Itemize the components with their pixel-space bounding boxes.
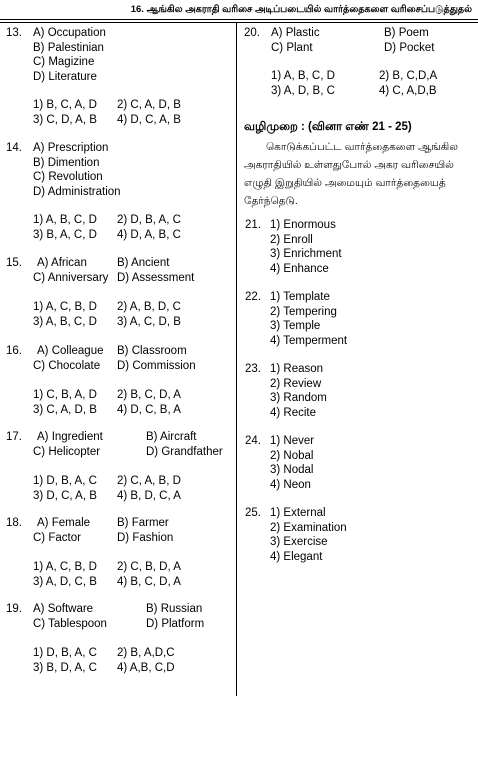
question-number: 14. (6, 142, 22, 154)
answer-choice: 4) C, A,D,B (379, 85, 437, 97)
option-text: D) Commission (117, 360, 196, 372)
option-text: C) Tablespoon (33, 618, 107, 630)
answer-choice: 3) A, C, D, B (117, 316, 181, 328)
answer-choice: 3) Random (270, 392, 327, 405)
answer-choice: 4) D, C, B, A (117, 404, 181, 416)
answer-choice: 2) B, C,D,A (379, 70, 438, 82)
answer-choice: 2) A, B, D, C (117, 301, 181, 313)
answer-choice: 3) Exercise (270, 536, 328, 549)
instructions-text: கொடுக்கப்பட்ட வார்த்தைகளை ஆங்கில அகராதியில் உள்ளதுபோல் அகர வரிசையில் எழுதி இறுதியில் அமையும் வார்த்தையைத் தேர்ந்தெடு. (244, 141, 458, 207)
answer-choice: 1) A, B, C, D (271, 70, 335, 82)
option-text: C) Plant (271, 42, 313, 54)
option-text: B) Russian (146, 603, 203, 615)
question-number: 25. (245, 507, 261, 519)
option-text: A) Colleague (37, 345, 104, 357)
header-rule-top (0, 19, 478, 20)
answer-choice: 1) Template (270, 291, 330, 303)
answer-choice: 3) B, D, A, C (33, 662, 97, 674)
answer-choice: 2) Examination (270, 521, 347, 534)
page-header (0, 2, 478, 18)
answer-choice: 3) B, A, C, D (33, 228, 97, 241)
answer-choice: 1) A, C, B, D (33, 301, 97, 313)
option-text: C) Anniversary (33, 272, 109, 284)
answer-choice: 4) D, A, B, C (117, 228, 181, 241)
question-number: 18. (6, 517, 22, 529)
header-rule-bottom (0, 22, 478, 23)
answer-choice: 4) B, C, D, A (117, 576, 181, 588)
answer-choice: 4) B, D, C, A (117, 490, 181, 502)
question-number: 22. (245, 291, 261, 303)
answer-choice: 4) Enhance (270, 263, 329, 276)
option-text: D) Assessment (117, 272, 195, 284)
option-text: A) African (37, 257, 87, 269)
page-title: 16. ஆங்கில அகராதி வரிசை அடிப்படையில் வார்த்தைகளை வரிசைப்படுத்துதல் (130, 4, 472, 15)
question-number: 23. (245, 363, 261, 375)
answer-choice: 1) Reason (270, 363, 324, 375)
answer-choice: 2) B, C, D, A (117, 389, 181, 401)
option-text: B) Palestinian (33, 41, 104, 54)
instructions-heading: வழிமுறை : (வினா எண் 21 - 25) (244, 121, 412, 133)
option-text: D) Administration (33, 185, 121, 198)
option-text: D) Pocket (384, 42, 435, 54)
answer-choice: 1) C, B, A, D (33, 389, 97, 401)
answer-choice: 4) Elegant (270, 551, 323, 564)
answer-choice: 3) A, D, C, B (33, 576, 97, 588)
answer-choice: 2) Tempering (270, 305, 337, 318)
option-text: A) Female (37, 517, 91, 529)
answer-choice: 1) Enormous (270, 219, 336, 231)
question-number: 16. (6, 345, 22, 357)
answer-choice: 2) C, B, D, A (117, 561, 181, 573)
answer-choice: 4) Recite (270, 407, 317, 420)
option-text: C) Helicopter (33, 446, 101, 458)
answer-choice: 1) A, C, B, D (33, 561, 97, 573)
option-text: A) Occupation (33, 27, 106, 39)
option-text: A) Plastic (271, 27, 320, 39)
option-text: B) Ancient (117, 257, 170, 269)
column-divider (236, 23, 237, 696)
answer-choice: 1) D, B, A, C (33, 475, 97, 487)
answer-choice: 3) Temple (270, 320, 321, 333)
answer-choice: 2) C, A, D, B (117, 99, 181, 111)
question-number: 20. (244, 27, 260, 39)
option-text: C) Revolution (33, 171, 103, 183)
answer-choice: 3) C, A, D, B (33, 404, 97, 416)
question-number: 19. (6, 603, 22, 615)
answer-choice: 4) D, C, A, B (117, 113, 181, 126)
option-text: C) Chocolate (33, 360, 101, 372)
answer-choice: 4) Neon (270, 479, 311, 492)
answer-choice: 3) Nodal (270, 464, 314, 477)
answer-choice: 2) Review (270, 377, 322, 390)
option-text: B) Aircraft (146, 431, 197, 443)
option-text: C) Factor (33, 532, 81, 544)
option-text: A) Ingredient (37, 431, 103, 443)
option-text: B) Dimention (33, 156, 100, 169)
option-text: B) Classroom (117, 345, 187, 357)
answer-choice: 4) A,B, C,D (117, 662, 175, 674)
option-text: A) Prescription (33, 142, 109, 154)
answer-choice: 4) Temperment (270, 335, 348, 348)
answer-choice: 2) Nobal (270, 449, 314, 462)
answer-choice: 3) Enrichment (270, 248, 342, 261)
answer-choice: 3) C, D, A, B (33, 113, 97, 126)
answer-choice: 1) A, B, C, D (33, 214, 97, 226)
answer-choice: 1) D, B, A, C (33, 647, 97, 659)
option-text: D) Grandfather (146, 446, 223, 458)
question-number: 24. (245, 435, 261, 447)
option-text: D) Fashion (117, 532, 174, 544)
question-number: 15. (6, 257, 22, 269)
option-text: B) Poem (384, 27, 429, 39)
question-number: 17. (6, 431, 22, 443)
option-text: D) Literature (33, 70, 97, 83)
option-text: B) Farmer (117, 517, 169, 529)
answer-choice: 3) A, B, C, D (33, 316, 97, 328)
answer-choice: 2) D, B, A, C (117, 214, 181, 226)
answer-choice: 1) B, C, A, D (33, 99, 97, 111)
answer-choice: 2) C, A, B, D (117, 475, 181, 487)
answer-choice: 1) Never (270, 435, 315, 447)
option-text: C) Magizine (33, 56, 95, 68)
answer-choice: 3) A, D, B, C (271, 85, 335, 97)
question-number: 21. (245, 219, 261, 231)
answer-choice: 2) B, A,D,C (117, 647, 175, 659)
answer-choice: 2) Enroll (270, 233, 313, 246)
answer-choice: 3) D, C, A, B (33, 490, 97, 502)
option-text: D) Platform (146, 618, 205, 630)
option-text: A) Software (33, 603, 94, 615)
answer-choice: 1) External (270, 507, 326, 519)
question-number: 13. (6, 27, 22, 39)
